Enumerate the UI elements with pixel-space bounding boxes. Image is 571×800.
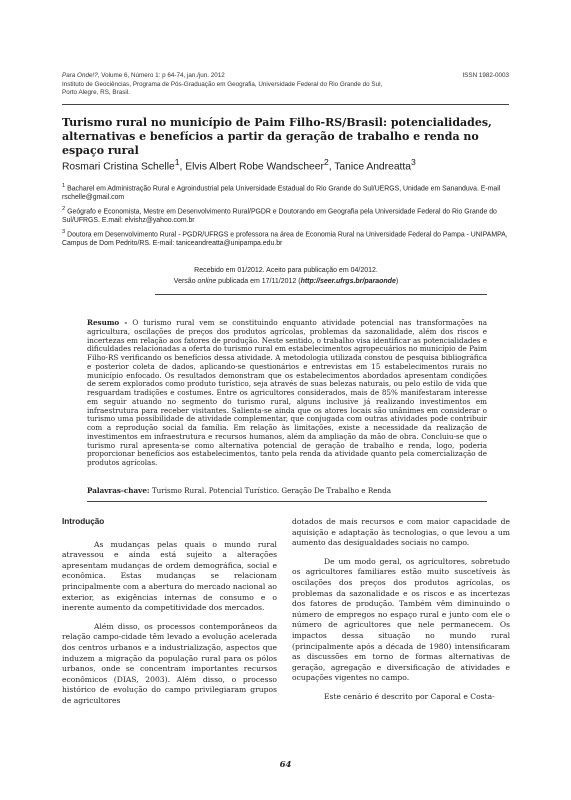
abstract-label: Resumo - [87, 318, 128, 327]
journal-header [62, 72, 422, 98]
body-paragraph: As mudanças pelas quais o mundo rural atravessou e ainda está sujeito a alterações apresentam mudanças de ordem demográfica, social e econômica. Estas mudanças se relacionam principalmente com a abertura do mercado nacional ao exterior, as exigências internas de consumo e o inerente aumento da competitividade dos mercados. [62, 539, 277, 613]
abstract [87, 319, 487, 468]
journal-name: Para Onde!?, [62, 72, 100, 79]
affiliation [62, 205, 510, 226]
author-list: Rosmari Cristina Schelle$^1$, Elvis Albert Robe Wandscheer$^2$, Tanice Andreatta$^3$ [62, 157, 416, 173]
body-paragraph: Além disso, os processos contemporâneos da relação campo-cidade têm levado a evolução acelerada dos centros urbanos e a industrialização, aspectos que induzem a migração da população rural para os pólos urbanos, onde se concentram importantes recursos econômicos (DIAS, 2003). Além disso, o processo histórico de evolução do campo privilegiaram grupos de agricultores [62, 621, 277, 705]
body-paragraph: Este cenário é descrito por Caporal e Costa- [324, 691, 495, 701]
author-sup: 1 [174, 157, 180, 167]
section-heading: Introdução [62, 517, 105, 526]
dates-divider [155, 294, 487, 295]
author-name: Rosmari Cristina Schelle [62, 161, 175, 173]
published-date: publicada em 17/11/2012 ( [216, 277, 301, 285]
keywords-label: Palavras-chave: [87, 486, 150, 495]
published-line [62, 277, 510, 288]
affiliation [62, 182, 510, 203]
affiliation [62, 228, 510, 249]
affiliation-sup: 1 [62, 183, 66, 189]
journal-institution: Instituto de Geociências, Programa de Pós-Graduação em Geografia, Universidade Federal do Rio Grande do Sul, [62, 80, 383, 88]
page-number: 64 [279, 760, 292, 770]
affiliation-sup: 3 [62, 229, 66, 236]
received-line: Recebido em 01/2012. Aceito para publicação em 04/2012. [194, 267, 378, 274]
keywords-text: Turismo Rural. Potencial Turístico. Geração De Trabalho e Renda [149, 486, 392, 495]
body-paragraph: dotados de mais recursos e com maior capacidade de aquisição e adaptação às tecnologias, o que levou a um aumento das desigualdades sociais no campo. [292, 517, 510, 548]
body-column-left [62, 517, 277, 715]
article-title: Turismo rural no município de Paim Filho-RS/Brasil: potencialidades, alternativas e benefícios a partir da geração de trabalho e renda no espaço rural [62, 116, 492, 157]
affiliation-text: Doutora em Desenvolvimento Rural - PGDR/UFRGS e professora na área de Economia Rural na Universidade Federal do Pampa - UNIPAMPA, Campus de Dom Pedrito/RS. E-mail: taniceandreatta@unipampa.edu.br [62, 231, 508, 248]
author-name: Elvis Albert Robe Wandscheer [185, 161, 324, 173]
author-sup: 2 [323, 157, 329, 167]
journal-volume: Volume 6, Número 1: p 64-74, jan./jun. 2012 [99, 72, 225, 79]
abstract-divider [87, 501, 487, 502]
body-paragraph: De um modo geral, os agricultores, sobretudo os agricultores familiares estão muito suscetíveis às oscilações dos preços dos produtos agrícolas, os problemas da sazonalidade e os riscos e as incertezas dos fatores de produção. Também vêm diminuindo o número de empregos no espaço rural e junto com ele o número de agricultores que nele permanecem. Os impactos dessa situação no mundo rural (principalmente após a década de 1980) intensificaram as discussões em torno de formas alternativas de geração, agregação e diversificação de atividades e ocupações vigentes no campo. [292, 556, 510, 683]
affiliation-sup: 2 [62, 206, 66, 213]
abstract-text: O turismo rural vem se constituindo enquanto atividade potencial nas transformações na agricultura, oscilações de preços dos produtos agrícolas, problemas da sazonalidade, além dos riscos e incertezas em relação aos fatores de produção. Neste sentido, o trabalho visa identificar as potencialidades e dificuldades relacionadas a oferta do turismo rural em estabelecimentos agropecuários no município de Paim Filho-RS verificando os benefícios dessa atividade. A metodologia utilizada constou de pesquisa bibliográfica e posterior coleta de dados, aplicando-se questionários e entrevistas em 15 estabelecimentos rurais no município enfocado. Os resultados demonstram que os estabelecimentos abordados apresentam condições de serem explorados como produto turístico, seja através de suas belezas naturais, ou pelo estilo de vida que resguardam tradições e costumes. Entre os agricultores considerados, mais de 85% manifestaram interesse em seguir atuando no segmento do turismo rural, alguns inclusive já realizando investimentos em infraestrutura para receber visitantes. Salienta-se ainda que os atores locais são unânimes em considerar o turismo uma possibilidade de atividade complementar, que conjugada com outras atividades pode contribuir com a reprodução social da família. Em relação às limitações, existe a necessidade da realização de investimentos em infraestrutura e recursos humanos, além da ampliação da mão de obra. Concluiu-se que o turismo rural apresenta-se como alternativa potencial de geração de trabalho e renda, logo, poderia proporcionar benefícios aos estabelecimentos, tanto pela renda da atividade quanto pela comercialização de produtos agrícolas. [87, 318, 488, 467]
journal-url-link[interactable]: http://seer.ufrgs.br/paraonde [300, 277, 396, 285]
keywords [87, 486, 487, 495]
author-name: Tanice Andreatta [334, 161, 411, 173]
affiliation-text: Bacharel em Administração Rural e Agroindustrial pela Universidade Estadual do Rio Grande do Sul/UERGS, Unidade em Sananduva. E-mail rschelle@gmail.com [62, 185, 501, 202]
issn: ISSN 1982-0003 [462, 72, 509, 79]
affiliation-text: Geógrafo e Economista, Mestre em Desenvolvimento Rural/PGDR e Doutorando em Geografia pela Universidade Federal do Rio Grande do Sul/UFRGS. E.mail: elvishz@yahoo.com.br [62, 208, 497, 225]
journal-location: Porto Alegre, RS, Brasil. [62, 89, 130, 97]
body-column-right [292, 517, 510, 711]
published-pre: Versão [173, 277, 198, 285]
author-sup: 3 [411, 157, 416, 167]
affiliations [62, 182, 510, 251]
journal-citation [62, 72, 422, 81]
published-online: online [197, 277, 217, 285]
header-divider [62, 104, 509, 105]
publication-dates [62, 266, 510, 287]
published-post: ) [395, 277, 399, 285]
